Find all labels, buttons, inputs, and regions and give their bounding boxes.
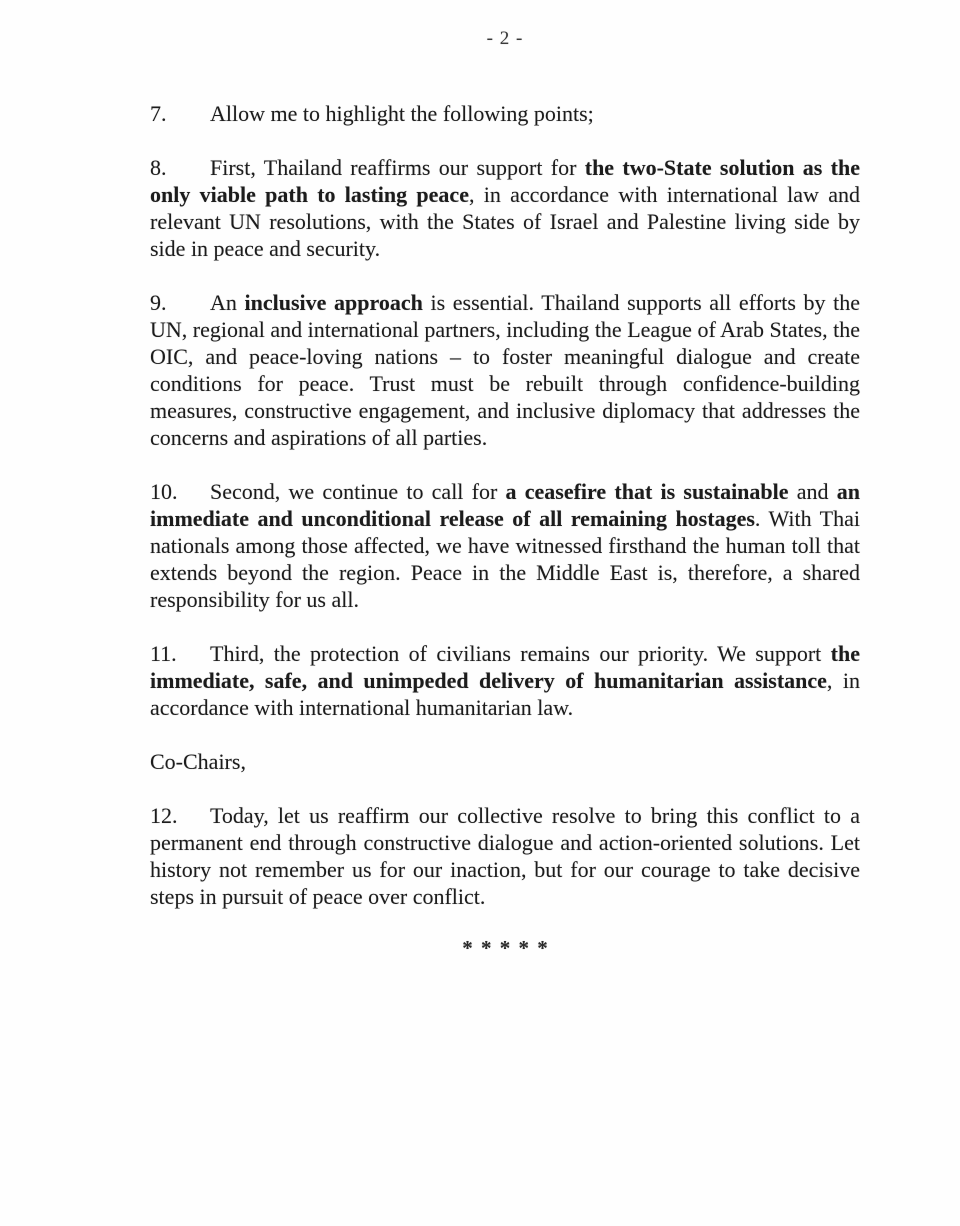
paragraph-number: 11. xyxy=(150,641,177,666)
regular-text: First, Thailand reaffirms our support for xyxy=(210,155,585,180)
paragraph-7 xyxy=(150,100,860,127)
page-number: - 2 - xyxy=(486,28,524,49)
paragraph-text xyxy=(150,803,860,909)
bold-text: the immediate, safe, and unimpeded delivery of humanitarian assistance xyxy=(150,641,860,693)
paragraph-11 xyxy=(150,640,860,721)
bold-text: inclusive approach xyxy=(244,290,423,315)
paragraph-text xyxy=(210,101,594,126)
paragraph-number: 8. xyxy=(150,155,167,180)
document-body xyxy=(150,100,860,910)
regular-text: Second, we continue to call for xyxy=(210,479,506,504)
regular-text: Third, the protection of civilians remains our priority. We support xyxy=(210,641,831,666)
regular-text: Allow me to highlight the following points; xyxy=(210,101,594,126)
paragraph-12 xyxy=(150,802,860,910)
paragraph-number: 7. xyxy=(150,101,167,126)
paragraph-text xyxy=(150,749,246,774)
regular-text: An xyxy=(210,290,245,315)
paragraph-9 xyxy=(150,289,860,451)
regular-text: Co-Chairs, xyxy=(150,749,246,774)
bold-text: a ceasefire that is sustainable xyxy=(505,479,789,504)
bold-text: an immediate and unconditional release of all remaining hostages xyxy=(150,479,860,531)
paragraph-text xyxy=(150,290,860,450)
paragraph-10 xyxy=(150,478,860,613)
paragraph-text xyxy=(150,155,860,261)
paragraph-number: 12. xyxy=(150,803,178,828)
regular-text: is essential. Thailand supports all efforts by the UN, regional and international partners, including the League of Arab States, the OIC, and peace-loving nations – to foster meaningful dialogue and create conditions for peace. Trust must be rebuilt through confidence-building measures, constructive engagement, and inclusive diplomacy that addresses the concerns and aspirations of all parties. xyxy=(150,290,860,450)
paragraph-number: 10. xyxy=(150,479,178,504)
bold-text: the two-State solution as the only viable path to lasting peace xyxy=(150,155,861,207)
paragraph-text xyxy=(150,641,860,720)
end-marker: * * * * * xyxy=(462,936,548,960)
regular-text: . With Thai nationals among those affected, we have witnessed firsthand the human toll that extends beyond the region. Peace in the Middle East is, therefore, a shared responsibility for us all. xyxy=(150,506,860,612)
regular-text: Today, let us reaffirm our collective resolve to bring this conflict to a permanent end through constructive dialogue and action-oriented solutions. Let history not remember us for our inaction, but for our courage to take decisive steps in pursuit of peace over conflict. xyxy=(150,803,860,909)
regular-text: and xyxy=(788,479,837,504)
salutation-paragraph xyxy=(150,748,860,775)
paragraph-text xyxy=(150,479,860,612)
paragraph-number: 9. xyxy=(150,290,167,315)
regular-text: , in accordance with international humanitarian law. xyxy=(150,668,860,720)
regular-text: , in accordance with international law and relevant UN resolutions, with the States of Israel and Palestine living side by side in peace and security. xyxy=(150,182,860,261)
paragraph-8 xyxy=(150,154,860,262)
